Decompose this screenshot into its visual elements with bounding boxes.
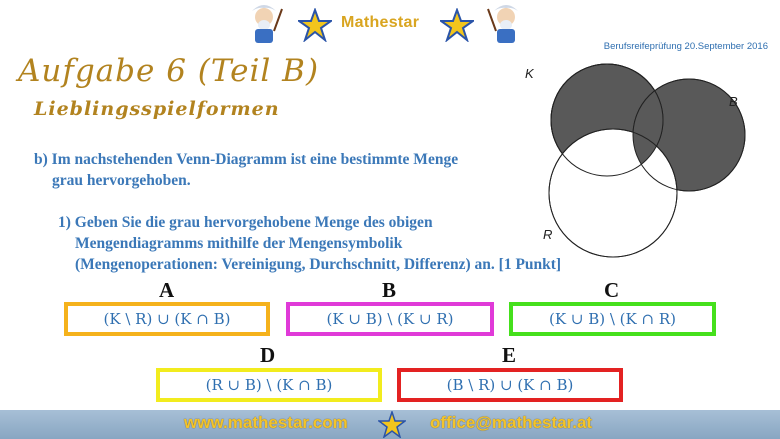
option-a-letter: A <box>159 278 175 302</box>
source-label: Berufsreifeprüfung 20.September 2016 <box>603 41 768 52</box>
option-d-button[interactable]: (R ∪ B) \ (K ∩ B) <box>156 368 382 402</box>
page-subtitle: Lieblingsspielformen <box>34 98 280 120</box>
wizard-mascot-icon <box>246 3 284 45</box>
option-c-letter: C <box>604 278 620 302</box>
option-b-letter: B <box>382 278 397 302</box>
option-d-letter: D <box>260 343 276 367</box>
star-icon <box>298 8 332 42</box>
option-c-button[interactable]: (K ∪ B) \ (K ∩ R) <box>509 302 716 336</box>
footer <box>0 410 780 439</box>
page-title: Aufgabe 6 (Teil B) <box>18 53 320 89</box>
option-e-letter: E <box>502 343 517 367</box>
header <box>0 0 780 52</box>
star-icon <box>378 411 406 438</box>
option-b-button[interactable]: (K ∪ B) \ (K ∪ R) <box>286 302 494 336</box>
option-a-button[interactable]: (K \ R) ∪ (K ∩ B) <box>64 302 270 336</box>
set-label-k: K <box>525 66 534 81</box>
wizard-mascot-icon <box>486 3 524 45</box>
set-label-r: R <box>543 227 553 242</box>
venn-diagram <box>515 58 775 258</box>
question-1-line3: (Mengenoperationen: Vereinigung, Durchschnitt, Differenz) an. [1 Punkt] <box>75 256 562 273</box>
website-link[interactable]: www.mathestar.com <box>184 413 348 432</box>
email-link[interactable]: office@mathestar.at <box>430 413 593 432</box>
question-1-line2: Mengendiagramms mithilfe der Mengensymbolik <box>75 235 403 252</box>
task-b-line2: grau hervorgehoben. <box>52 172 191 189</box>
question-1-line1: 1) Geben Sie die grau hervorgehobene Menge des obigen <box>58 214 433 231</box>
task-b-line1: b) Im nachstehenden Venn-Diagramm ist eine bestimmte Menge <box>34 151 459 168</box>
star-icon <box>440 8 474 42</box>
brand-name: Mathestar <box>341 14 420 31</box>
option-e-button[interactable]: (B \ R) ∪ (K ∩ B) <box>397 368 623 402</box>
set-label-b: B <box>729 94 738 109</box>
